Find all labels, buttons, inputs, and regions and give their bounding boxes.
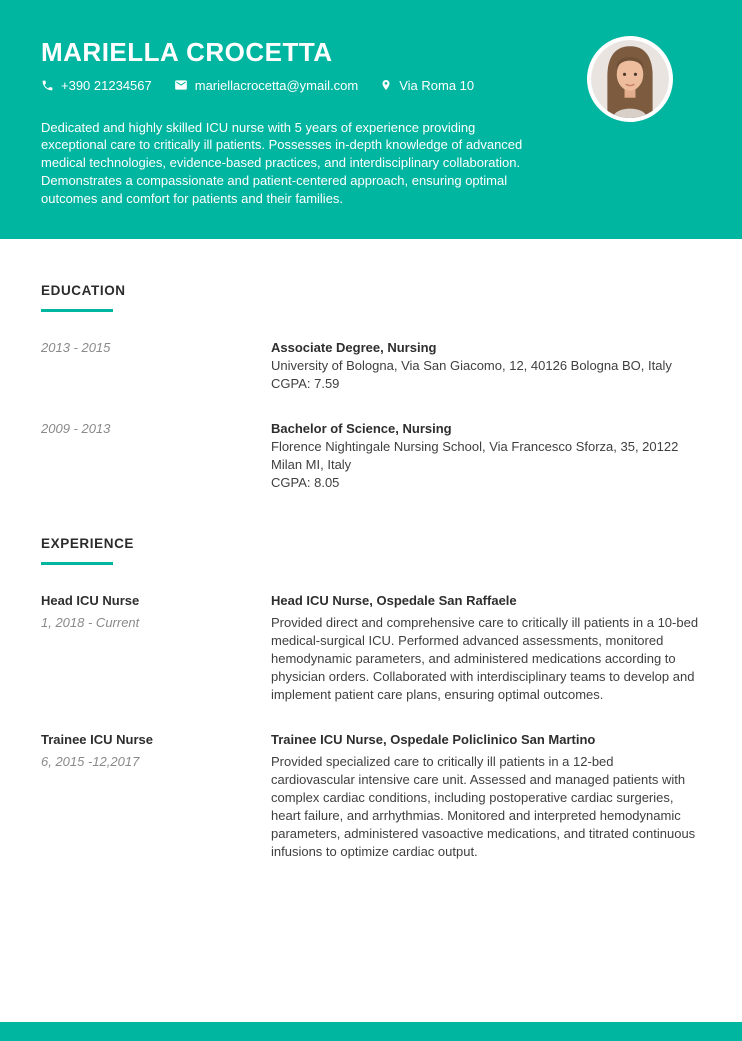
avatar-portrait-illustration <box>591 40 669 118</box>
resume-header <box>0 0 742 239</box>
education-entry <box>41 339 700 393</box>
degree-title: Bachelor of Science, Nursing <box>271 421 452 436</box>
job-dates: 6, 2015 -12,2017 <box>41 754 140 769</box>
education-entry-dates-column <box>41 339 271 393</box>
degree-title: Associate Degree, Nursing <box>271 340 437 355</box>
education-entry <box>41 420 700 492</box>
experience-entry <box>41 731 700 861</box>
education-entry-details <box>271 420 700 492</box>
education-dates: 2009 - 2013 <box>41 421 111 436</box>
experience-entry-details <box>271 592 700 704</box>
experience-entry-role-column <box>41 731 271 861</box>
profile-summary: Dedicated and highly skilled ICU nurse with 5 years of experience providing exceptional care to critically ill patients. Possesses in-depth knowledge of advanced medical technologies, evidence-based practices, and interdisciplinary collaboration. Demonstrates a compassionate and patient-centered approach, ensuring optimal outcomes and comfort for patients and their families. <box>41 119 523 206</box>
gpa-line: CGPA: 7.59 <box>271 376 340 391</box>
school-address: Florence Nightingale Nursing School, Via Francesco Sforza, 35, 20122 Milan MI, Italy <box>271 439 679 472</box>
gpa-line: CGPA: 8.05 <box>271 475 340 490</box>
email-value: mariellacrocetta@ymail.com <box>194 77 359 93</box>
contact-email <box>174 78 358 93</box>
education-dates: 2013 - 2015 <box>41 340 111 355</box>
job-description: Provided specialized care to critically ill patients in a 12-bed cardiovascular intensive care unit. Assessed and managed patients with complex cardiac conditions, including postoperative cardiac surgeries, heart failure, and arrhythmias. Monitored and interpreted hemodynamic parameters, administered vasoactive medications, and titrated continuous infusions to optimize cardiac output. <box>271 754 696 859</box>
resume-body <box>0 283 742 861</box>
location-value: Via Roma 10 <box>399 77 475 93</box>
job-title: Trainee ICU Nurse, Ospedale Policlinico San Martino <box>271 732 596 747</box>
education-entry-dates-column <box>41 420 271 492</box>
job-role: Head ICU Nurse <box>41 593 140 608</box>
school-address: University of Bologna, Via San Giacomo, 12, 40126 Bologna BO, Italy <box>271 358 672 373</box>
footer-accent-bar <box>0 1022 742 1041</box>
phone-value: +390 21234567 <box>61 77 152 93</box>
email-icon <box>174 78 188 92</box>
job-title: Head ICU Nurse, Ospedale San Raffaele <box>271 593 517 608</box>
experience-entry <box>41 592 700 704</box>
contact-location <box>380 78 474 93</box>
candidate-name: MARIELLA CROCETTA <box>41 37 333 67</box>
education-section-title: EDUCATION <box>41 283 126 298</box>
education-entry-details <box>271 339 700 393</box>
job-role: Trainee ICU Nurse <box>41 732 153 747</box>
contact-phone <box>41 78 152 93</box>
education-title-underline <box>41 309 113 312</box>
job-dates: 1, 2018 - Current <box>41 615 140 630</box>
experience-section-title: EXPERIENCE <box>41 536 135 551</box>
experience-entry-role-column <box>41 592 271 704</box>
phone-icon <box>41 79 54 92</box>
experience-title-underline <box>41 562 113 565</box>
location-pin-icon <box>380 78 392 92</box>
avatar <box>587 36 673 122</box>
job-description: Provided direct and comprehensive care to critically ill patients in a 10-bed medical-surgical ICU. Performed advanced assessments, monitored hemodynamic parameters, and administered medications according to physician orders. Collaborated with interdisciplinary teams to develop and implement patient care plans, ensuring optimal outcomes. <box>271 615 699 702</box>
experience-entry-details <box>271 731 700 861</box>
